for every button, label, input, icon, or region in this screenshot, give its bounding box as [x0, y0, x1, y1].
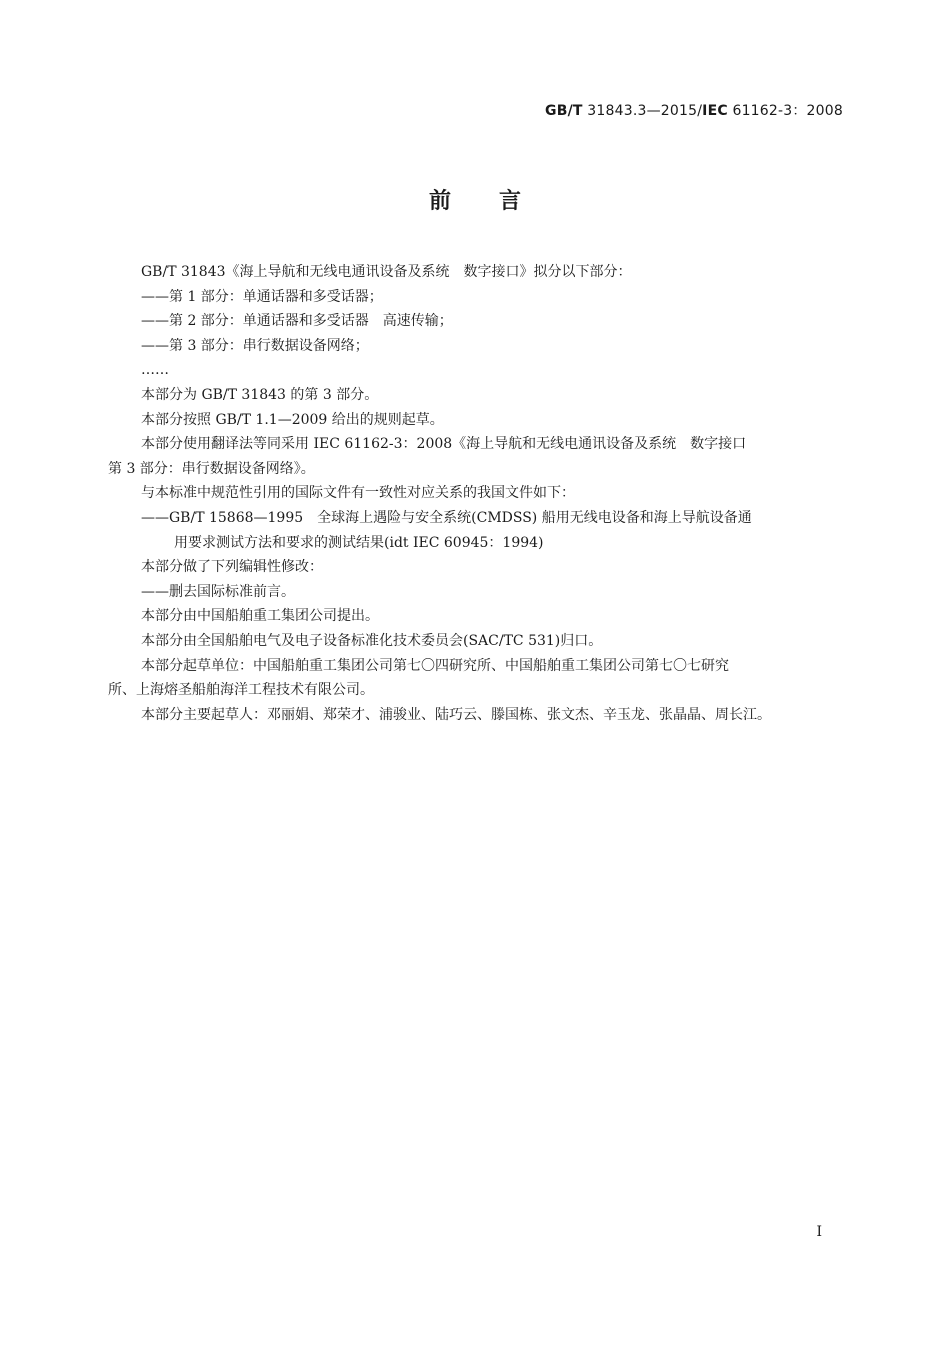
std-code-prefix: GB/T: [545, 103, 583, 119]
standard-code-header: [545, 100, 843, 120]
list-item: ——第 2 部分：单通话器和多受话器 高速传输；: [141, 313, 453, 330]
paragraph: 本部分为 GB/T 31843 的第 3 部分。: [141, 386, 379, 403]
std-code-number: 31843.3—2015/: [582, 103, 703, 119]
paragraph: 与本标准中规范性引用的国际文件有一致性对应关系的我国文件如下：: [141, 485, 575, 502]
std-code-iec: IEC: [702, 103, 728, 119]
paragraph: 本部分做了下列编辑性修改：: [141, 559, 323, 576]
paragraph: 本部分按照 GB/T 1.1—2009 给出的规则起草。: [141, 411, 444, 428]
list-item: ——第 1 部分：单通话器和多受话器；: [141, 288, 383, 305]
std-code-iec-number: 61162-3：2008: [727, 103, 843, 119]
paragraph-continuation: 所、上海熔圣船舶海洋工程技术有限公司。: [108, 682, 374, 699]
list-ellipsis: ……: [141, 362, 169, 379]
paragraph: 本部分主要起草人：邓丽娟、郑荣才、浦骏业、陆巧云、滕国栋、张文杰、辛玉龙、张晶晶、周长江。: [141, 706, 771, 723]
paragraph: GB/T 31843《海上导航和无线电通讯设备及系统 数字接口》拟分以下部分：: [141, 264, 632, 280]
list-item: ——删去国际标准前言。: [141, 583, 295, 600]
document-body: [108, 260, 844, 727]
page-number: I: [816, 1224, 822, 1240]
list-item: ——GB/T 15868—1995 全球海上遇险与安全系统(CMDSS) 船用无线电设备和海上导航设备通: [141, 509, 752, 526]
page-title: 前言: [428, 189, 569, 214]
paragraph: 本部分由全国船舶电气及电子设备标准化技术委员会(SAC/TC 531)归口。: [141, 632, 603, 649]
paragraph-continuation: 第 3 部分：串行数据设备网络》。: [108, 460, 315, 477]
paragraph: 本部分由中国船舶重工集团公司提出。: [141, 608, 379, 625]
list-item: ——第 3 部分：串行数据设备网络；: [141, 337, 369, 354]
paragraph: 本部分起草单位：中国船舶重工集团公司第七〇四研究所、中国船舶重工集团公司第七〇七研究: [141, 657, 729, 674]
list-item-continuation: 用要求测试方法和要求的测试结果(idt IEC 60945：1994): [174, 534, 544, 551]
paragraph: 本部分使用翻译法等同采用 IEC 61162-3：2008《海上导航和无线电通讯设备及系统 数字接口: [141, 436, 747, 453]
